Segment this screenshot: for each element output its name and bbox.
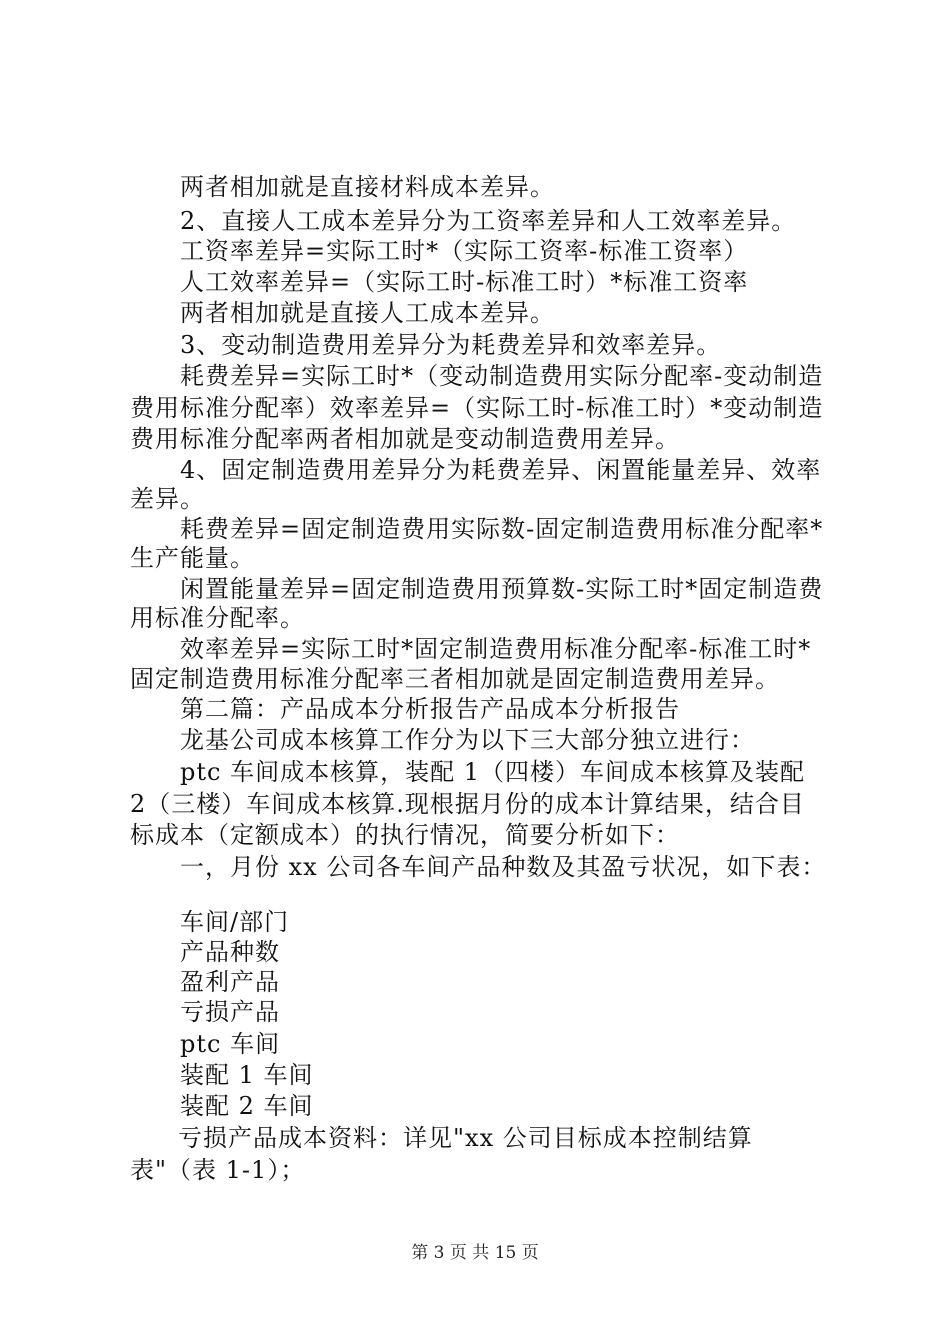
page-number-footer: 第 3 页 共 15 页: [411, 1243, 539, 1263]
text-line: 费用标准分配率）效率差异=（实际工时-标准工时）*变动制造: [130, 394, 824, 422]
table-cell: 盈利产品: [180, 968, 280, 996]
table-cell: 装配 2 车间: [180, 1092, 314, 1120]
text-line: 4、固定制造费用差异分为耗费差异、闲置能量差异、效率: [180, 456, 822, 484]
text-line: 工资率差异=实际工时*（实际工资率-标准工资率）: [180, 237, 749, 265]
text-line: 表"（表 1-1）；: [130, 1156, 306, 1184]
text-line: 龙基公司成本核算工作分为以下三大部分独立进行：: [180, 726, 755, 754]
text-line: 人工效率差异=（实际工时-标准工时）*标准工资率: [180, 268, 749, 296]
text-line: 两者相加就是直接人工成本差异。: [180, 299, 555, 327]
section-heading: 第二篇：产品成本分析报告产品成本分析报告: [180, 695, 680, 723]
text-line: 耗费差异=实际工时*（变动制造费用实际分配率-变动制造: [180, 362, 824, 390]
table-cell: 亏损产品: [180, 998, 280, 1026]
table-cell: 装配 1 车间: [180, 1061, 314, 1089]
text-line: 两者相加就是直接材料成本差异。: [180, 173, 555, 201]
text-line: 效率差异=实际工时*固定制造费用标准分配率-标准工时*: [180, 635, 812, 663]
text-line: 费用标准分配率两者相加就是变动制造费用差异。: [130, 425, 680, 453]
text-line: 亏损产品成本资料：详见"xx 公司目标成本控制结算: [178, 1124, 753, 1152]
text-line: 生产能量。: [130, 544, 255, 572]
text-line: 一，月份 xx 公司各车间产品种数及其盈亏状况，如下表：: [180, 853, 827, 881]
text-line: 耗费差异=固定制造费用实际数-固定制造费用标准分配率*: [180, 515, 824, 543]
text-line: 用标准分配率。: [130, 604, 305, 632]
text-line: 闲置能量差异=固定制造费用预算数-实际工时*固定制造费: [180, 575, 824, 603]
text-line: 差异。: [130, 485, 205, 513]
table-cell: ptc 车间: [180, 1030, 281, 1058]
table-cell: 车间/部门: [180, 908, 290, 936]
text-line: 3、变动制造费用差异分为耗费差异和效率差异。: [180, 331, 722, 359]
text-line: 2（三楼）车间成本核算.现根据月份的成本计算结果，结合目: [130, 790, 805, 818]
text-line: 固定制造费用标准分配率三者相加就是固定制造费用差异。: [130, 665, 780, 693]
table-cell: 产品种数: [180, 938, 280, 966]
text-line: 2、直接人工成本差异分为工资率差异和人工效率差异。: [180, 207, 797, 235]
text-line: 标成本（定额成本）的执行情况，简要分析如下：: [130, 821, 680, 849]
text-line: ptc 车间成本核算，装配 1（四楼）车间成本核算及装配: [180, 758, 805, 786]
